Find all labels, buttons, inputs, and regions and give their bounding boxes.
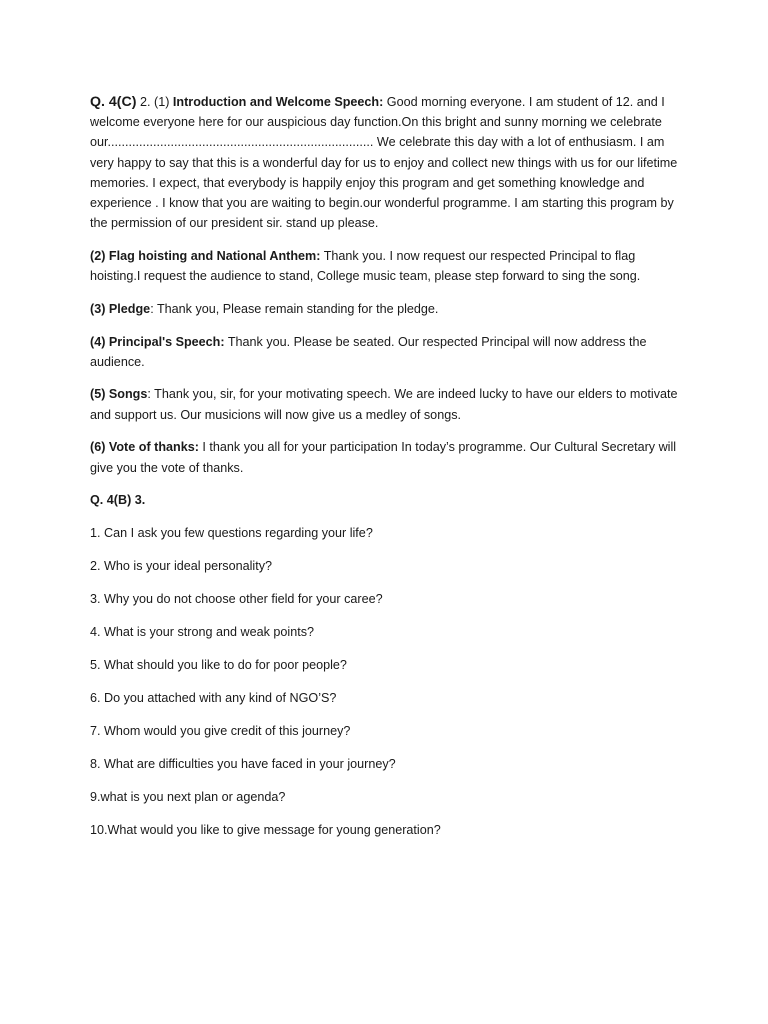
item-vote-of-thanks <box>90 437 680 477</box>
section-b-heading: Q. 4(B) 3. <box>90 493 146 508</box>
item-title: (6) Vote of thanks: <box>90 440 199 455</box>
item-flag-hoisting <box>90 246 680 286</box>
question-item: 5. What should you like to do for poor people? <box>90 657 347 672</box>
question-item: 4. What is your strong and weak points? <box>90 624 315 639</box>
item-title: (4) Principal's Speech: <box>90 334 225 349</box>
intro-number: (1) <box>154 95 173 109</box>
item-text: Thank you. I now request our respected Principal to flag hoisting.I request the audience to stand, College music team, please step forward to sing the song. <box>90 248 641 284</box>
question-subnumber: 2. <box>136 95 155 109</box>
question-label: Q. 4(C) <box>90 94 137 110</box>
question-item: 1. Can I ask you few questions regarding your life? <box>90 525 373 540</box>
question-item: 9.what is you next plan or agenda? <box>90 789 286 804</box>
question-item: 3. Why you do not choose other field for your caree? <box>90 591 383 606</box>
document-page <box>90 92 680 853</box>
question-item: 2. Who is your ideal personality? <box>90 558 273 573</box>
question-item: 7. Whom would you give credit of this journey? <box>90 723 351 738</box>
item-text: Thank you. Please be seated. Our respected Principal will now address the audience. <box>90 334 647 369</box>
intro-title: Introduction and Welcome Speech: <box>172 95 384 109</box>
item-songs <box>90 384 680 424</box>
item-text: : Thank you, sir, for your motivating speech. We are indeed lucky to have our elders to motivate and support us. Our musicions will now give us a medley of songs. <box>90 387 678 422</box>
item-title: (3) Pledge <box>90 301 151 316</box>
item-text: I thank you all for your participation In today’s programme. Our Cultural Secretary will give you the vote of thanks. <box>90 440 677 475</box>
question-item: 10.What would you like to give message for young generation? <box>90 822 441 837</box>
item-principal-speech <box>90 332 680 372</box>
intro-text: Good morning everyone. I am student of 12. and I welcome everyone here for our auspicious day function.On this bright and sunny morning we celebrate our............................................................................ We celebrate this day with a lot of enthusiasm. I am very happy to say that this is a wonderful day for us to enjoy and collect new things with us for our lifetime memories. I expect, that everybody is happily enjoy this program and get something knowledge and experience . I know that you are waiting to begin.our wonderful programme. I am starting this program by the permission of our president sir. stand up please. <box>90 95 678 231</box>
item-title: (2) Flag hoisting and National Anthem: <box>90 248 321 263</box>
item-pledge <box>90 299 680 319</box>
question-item: 8. What are difficulties you have faced in your journey? <box>90 756 396 771</box>
item-title: (5) Songs <box>90 387 148 402</box>
item-text: : Thank you, Please remain standing for the pledge. <box>150 301 439 316</box>
question-item: 6. Do you attached with any kind of NGO’S? <box>90 690 337 705</box>
intro-paragraph <box>90 92 680 233</box>
